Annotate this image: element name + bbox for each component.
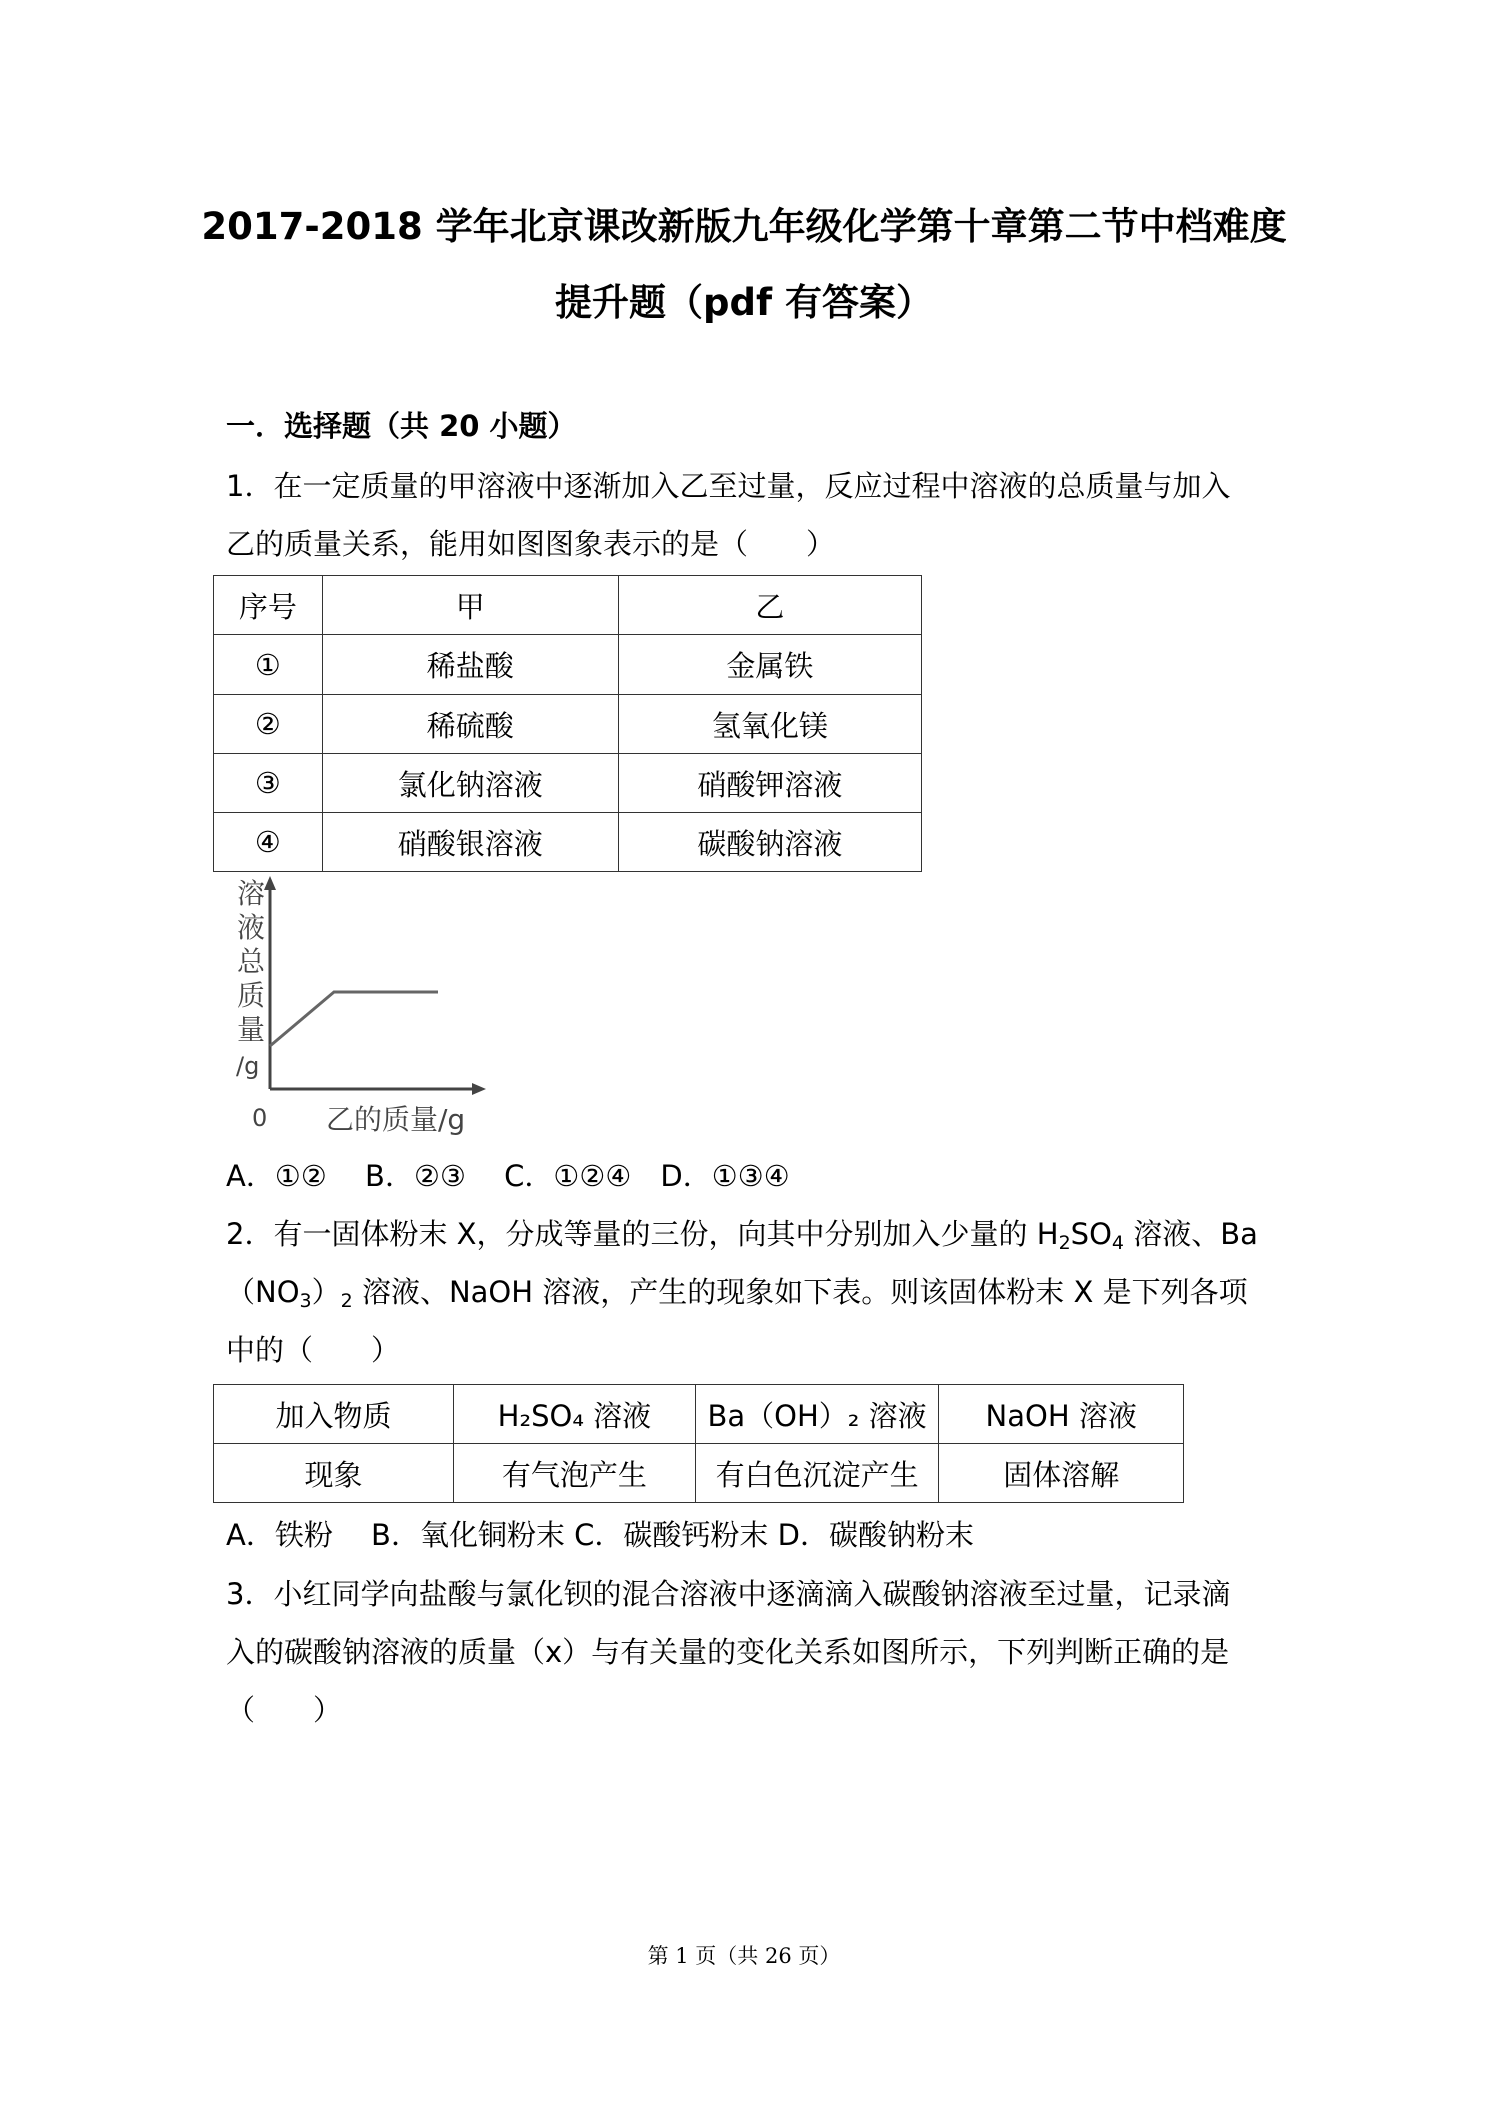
- table-cell: ①: [214, 635, 323, 695]
- table-cell: ④: [214, 813, 323, 872]
- table-cell: 硝酸银溶液: [322, 813, 618, 872]
- page-footer: 第 1 页（共 26 页）: [647, 1944, 841, 1968]
- subscript: 2: [1058, 1232, 1071, 1254]
- q1-stem-line1: 1．在一定质量的甲溶液中逐渐加入乙至过量，反应过程中溶液的总质量与加入: [226, 469, 1231, 503]
- q3-stem-line2: 入的碳酸钠溶液的质量（x）与有关量的变化关系如图所示，下列判断正确的是: [226, 1635, 1230, 1669]
- subscript: 3: [299, 1290, 312, 1312]
- table-row: [214, 635, 922, 695]
- q1-table-header-row: [214, 576, 922, 635]
- q1-table-header: 乙: [618, 576, 921, 635]
- q2-stem-text: 溶液、NaOH 溶液，产生的现象如下表。则该固体粉末 X 是下列各项: [352, 1275, 1248, 1309]
- table-cell: 氯化钠溶液: [322, 754, 618, 813]
- table-cell: NaOH 溶液: [939, 1385, 1184, 1444]
- y-axis-label: [234, 877, 268, 1047]
- q2-options: A．铁粉 B．氧化铜粉末 C．碳酸钙粉末 D．碳酸钠粉末: [226, 1518, 974, 1552]
- q2-stem-text: SO: [1070, 1217, 1112, 1251]
- table-cell: 稀硫酸: [322, 695, 618, 754]
- q2-table: [213, 1384, 1184, 1503]
- y-axis-unit: /g: [236, 1052, 260, 1080]
- table-cell: Ba（OH）₂ 溶液: [695, 1385, 939, 1444]
- document-title-line1: 2017-2018 学年北京课改新版九年级化学第十章第二节中档难度: [201, 205, 1287, 248]
- q1-table-header: 甲: [322, 576, 618, 635]
- subscript: 2: [340, 1290, 353, 1312]
- table-cell: 氢氧化镁: [618, 695, 921, 754]
- table-cell: 稀盐酸: [322, 635, 618, 695]
- table-cell: ③: [214, 754, 323, 813]
- q1-stem-line2: 乙的质量关系，能用如图图象表示的是（ ）: [226, 527, 836, 561]
- q2-stem-line1: [226, 1214, 1258, 1263]
- table-cell: 加入物质: [214, 1385, 454, 1444]
- table-row: [214, 1385, 1184, 1444]
- table-row: [214, 754, 922, 813]
- table-cell: ②: [214, 695, 323, 754]
- table-row: [214, 1444, 1184, 1503]
- q1-graph: [226, 872, 486, 1142]
- y-axis-label-char: 溶: [236, 877, 265, 910]
- q2-stem-text: 2．有一固体粉末 X，分成等量的三份，向其中分别加入少量的 H: [226, 1217, 1059, 1251]
- y-axis-label-char: 总: [236, 945, 265, 978]
- table-cell: 碳酸钠溶液: [618, 813, 921, 872]
- q2-stem-line2: [226, 1272, 1248, 1321]
- document-title-line2: 提升题（pdf 有答案）: [555, 281, 933, 324]
- table-cell: 硝酸钾溶液: [618, 754, 921, 813]
- y-axis-label-char: 液: [236, 911, 265, 944]
- table-cell: 有白色沉淀产生: [695, 1444, 939, 1503]
- table-row: [214, 813, 922, 872]
- table-cell: 现象: [214, 1444, 454, 1503]
- q2-stem-text: （NO: [226, 1275, 300, 1309]
- y-axis-label-char: 量: [236, 1013, 265, 1046]
- q2-stem-text: 溶液、Ba: [1123, 1217, 1258, 1251]
- table-cell: 有气泡产生: [454, 1444, 696, 1503]
- x-axis-label: 乙的质量/g: [326, 1103, 466, 1136]
- q1-table-header: 序号: [214, 576, 323, 635]
- table-cell: H₂SO₄ 溶液: [454, 1385, 696, 1444]
- table-cell: 固体溶解: [939, 1444, 1184, 1503]
- origin-label: 0: [252, 1104, 268, 1132]
- table-row: [214, 695, 922, 754]
- subscript: 4: [1111, 1232, 1124, 1254]
- q1-options: A．①② B．②③ C．①②④ D．①③④: [226, 1159, 790, 1193]
- q3-stem-line1: 3．小红同学向盐酸与氯化钡的混合溶液中逐滴滴入碳酸钠溶液至过量，记录滴: [226, 1577, 1231, 1611]
- q2-stem-text: ）: [311, 1275, 341, 1309]
- y-axis-label-char: 质: [236, 979, 265, 1012]
- section-heading: 一．选择题（共 20 小题）: [226, 409, 577, 443]
- q1-table: [213, 575, 922, 872]
- mass-curve: [270, 992, 438, 1046]
- q3-stem-line3: （ ）: [226, 1693, 343, 1727]
- q2-stem-line3: 中的（ ）: [226, 1333, 401, 1367]
- x-axis-arrow: [472, 1083, 486, 1095]
- table-cell: 金属铁: [618, 635, 921, 695]
